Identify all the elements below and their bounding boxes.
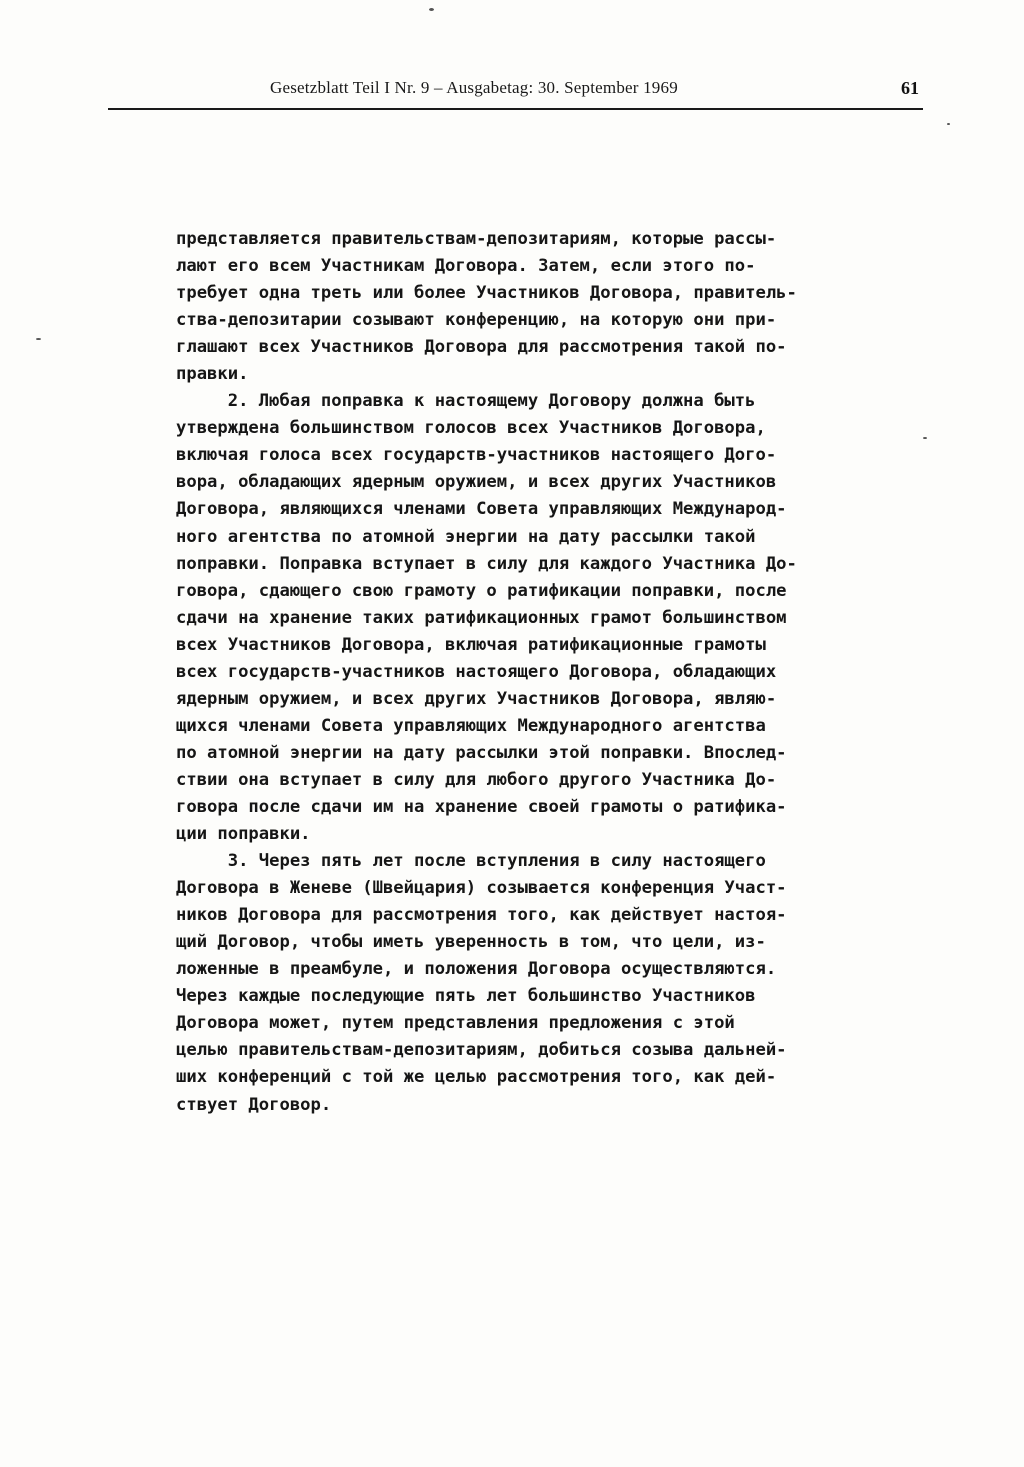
text-line: вора, обладающих ядерным оружием, и всех других Участников (176, 472, 777, 493)
text-line: ции поправки. (176, 824, 311, 845)
text-line: представляется правительствам-депозитариям, которые рассы- (176, 229, 777, 249)
scan-speck (36, 338, 41, 340)
text-line: Через каждые последующие пять лет большинство Участников (176, 986, 756, 1007)
text-line: включая голоса всех государств-участников настоящего Дого- (176, 445, 777, 466)
text-line: лают его всем Участникам Договора. Затем, если этого по- (176, 256, 756, 277)
text-line: щихся членами Совета управляющих Международного агентства (176, 715, 766, 736)
text-line: утверждена большинством голосов всех Участников Договора, (176, 418, 766, 439)
scan-speck (947, 123, 950, 125)
text-line: по атомной энергии на дату рассылки этой поправки. Впослед- (176, 742, 787, 763)
body-text (176, 226, 856, 1119)
text-line: всех Участников Договора, включая ратификационные грамоты (176, 634, 766, 655)
text-line: говора, сдающего свою грамоту о ратификации поправки, после (176, 580, 787, 601)
header-rule (108, 108, 923, 110)
text-line: ников Договора для рассмотрения того, как действует настоя- (176, 905, 787, 926)
text-line: ства-депозитарии созывают конференцию, на которую они при- (176, 310, 777, 331)
text-line: ствует Договор. (176, 1094, 332, 1115)
header-title: Gesetzblatt Teil I Nr. 9 – Ausgabetag: 30. September 1969 (270, 78, 678, 97)
text-line: Договора в Женеве (Швейцария) созывается конференция Участ- (176, 878, 787, 899)
text-line: сдачи на хранение таких ратификационных грамот большинством (176, 607, 787, 628)
page-header (108, 78, 923, 108)
text-line: щий Договор, чтобы иметь уверенность в том, что цели, из- (176, 932, 766, 953)
scan-speck (923, 437, 927, 439)
text-line: Договора, являющихся членами Совета управляющих Международ- (176, 499, 787, 520)
text-line: говора после сдачи им на хранение своей грамоты о ратифика- (176, 796, 787, 817)
text-line: поправки. Поправка вступает в силу для каждого Участника До- (176, 553, 797, 574)
text-line: глашают всех Участников Договора для рассмотрения такой по- (176, 337, 787, 358)
text-line: ного агентства по атомной энергии на дату рассылки такой (176, 526, 756, 547)
text-line: ствии она вступает в силу для любого другого Участника До- (176, 769, 777, 790)
paragraph-3-start: 3. Через пять лет после вступления в силу настоящего (176, 851, 766, 872)
text-line: ших конференций с той же целью рассмотрения того, как дей- (176, 1067, 777, 1088)
scan-speck (429, 8, 434, 11)
text-line: правки. (176, 364, 249, 385)
paragraph-2-start: 2. Любая поправка к настоящему Договору должна быть (176, 391, 756, 412)
text-line: ядерным оружием, и всех других Участников Договора, являю- (176, 688, 777, 709)
text-line: Договора может, путем представления предложения с этой (176, 1013, 735, 1034)
text-line: ложенные в преамбуле, и положения Договора осуществляются. (176, 959, 777, 980)
page-number: 61 (901, 78, 919, 98)
text-line: требует одна треть или более Участников Договора, правитель- (176, 283, 797, 304)
text-line: целью правительствам-депозитариям, добиться созыва дальней- (176, 1040, 787, 1061)
text-line: всех государств-участников настоящего Договора, обладающих (176, 661, 777, 682)
